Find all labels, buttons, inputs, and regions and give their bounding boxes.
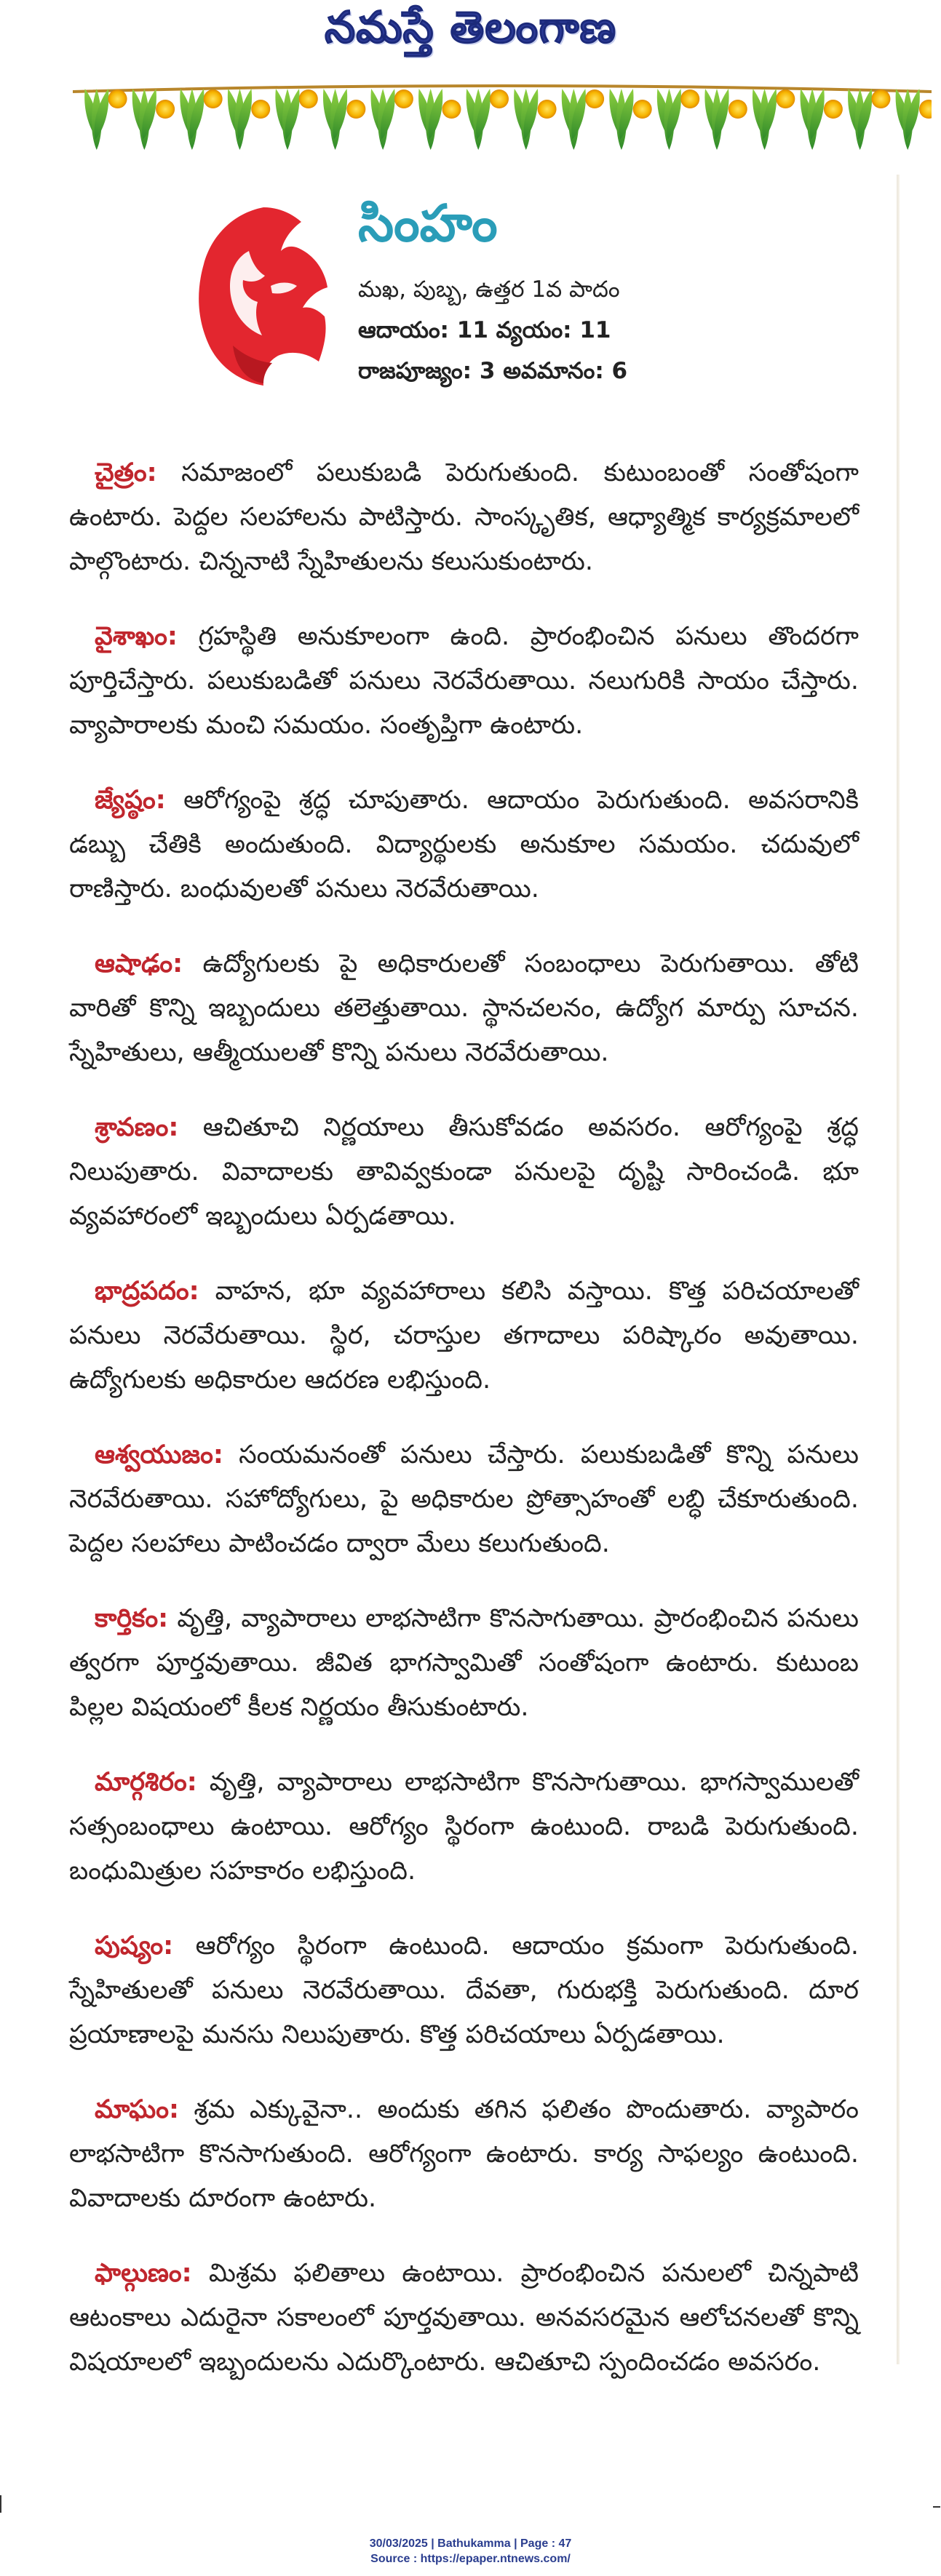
month-name: పుష్యం: (95, 1931, 174, 1961)
month-paragraph-ashadham (69, 942, 859, 1075)
newspaper-logo-title: నమస్తే తెలంగాణ (324, 2, 617, 53)
month-text: వృత్తి, వ్యాపారాలు లాభసాటిగా కొనసాగుతాయి. ప్రారంభించిన పనులు త్వరగా పూర్తవుతాయి. జీవిత భాగస్వామితో సంతోషంగా ఉంటారు. కుటుంబ పిల్లల విషయంలో కీలక నిర్ణయం తీసుకుంటారు. (69, 1604, 859, 1722)
month-paragraph-magham (69, 2088, 859, 2221)
zodiac-sign-title: సింహం (358, 194, 498, 253)
month-name: వైశాఖం: (95, 622, 178, 651)
month-paragraph-chaitram (69, 451, 859, 584)
marigold-flower-icon (346, 100, 365, 119)
month-text: సమాజంలో పలుకుబడి పెరుగుతుంది. కుటుంబంతో సంతోషంగా ఉంటారు. పెద్దల సలహాలను పాటిస్తారు. సాంస్కృతిక, ఆధ్యాత్మిక కార్యక్రమాలలో పాల్గొంటారు. చిన్ననాటి స్నేహితులను కలుసుకుంటారు. (69, 458, 859, 576)
masthead (0, 0, 941, 65)
marigold-flower-icon (204, 89, 223, 108)
month-paragraph-margasiram (69, 1760, 859, 1894)
page-crop-mark (933, 2506, 940, 2508)
right-margin-rule (897, 175, 900, 2364)
month-name: ఆశ్వయుజం: (95, 1440, 223, 1470)
month-name: ఆషాఢం: (95, 949, 183, 978)
footer-date-page: 30/03/2025 | Bathukamma | Page : 47 (369, 2537, 572, 2550)
page-crop-mark (0, 2495, 1, 2513)
month-paragraph-bhadrapadam (69, 1269, 859, 1403)
month-paragraph-jyeshtam (69, 778, 859, 912)
marigold-flower-icon (490, 89, 509, 108)
month-name: కార్తికం: (95, 1604, 169, 1633)
month-name: భాద్రపదం: (95, 1277, 199, 1306)
month-name: చైత్రం: (95, 458, 157, 487)
marigold-flower-icon (538, 100, 557, 119)
income-expense-info: ఆదాయం: 11 వ్యయం: 11 (358, 317, 611, 343)
marigold-flower-icon (728, 100, 747, 119)
monthly-predictions (69, 451, 859, 2415)
toran-garland-decoration (73, 67, 932, 169)
month-text: వృత్తి, వ్యాపారాలు లాభసాటిగా కొనసాగుతాయి. భాగస్వాములతో సత్సంబంధాలు ఉంటాయి. ఆరోగ్యం స్థిరంగా ఉంటుంది. రాబడి పెరుగుతుంది. బంధుమిత్రుల సహకారం లభిస్తుంది. (69, 1768, 859, 1886)
month-name: ఫాల్గుణం: (95, 2259, 192, 2288)
marigold-flower-icon (108, 89, 127, 108)
month-name: జ్యేష్ఠం: (95, 786, 166, 815)
marigold-flower-icon (871, 89, 890, 108)
marigold-flower-icon (251, 100, 270, 119)
month-text: సంయమనంతో పనులు చేస్తారు. పలుకుబడితో కొన్ని పనులు నెరవేరుతాయి. సహోద్యోగులు, పై అధికారుల ప్రోత్సాహంతో లబ్ధి చేకూరుతుంది. పెద్దల సలహాలు పాటించడం ద్వారా మేలు కలుగుతుంది. (69, 1440, 859, 1558)
month-name: మాఘం: (95, 2095, 179, 2124)
page-footer (0, 2536, 941, 2567)
month-text: వాహన, భూ వ్యవహారాలు కలిసి వస్తాయి. కొత్త పరిచయాలతో పనులు నెరవేరుతాయి. స్థిర, చరాస్తుల తగాదాలు పరిష్కారం అవుతాయి. ఉద్యోగులకు అధికారుల ఆదరణ లభిస్తుంది. (69, 1277, 859, 1395)
marigold-flower-icon (156, 100, 175, 119)
marigold-flower-icon (442, 100, 461, 119)
month-name: శ్రావణం: (95, 1113, 179, 1142)
month-text: ఆరోగ్యం స్థిరంగా ఉంటుంది. ఆదాయం క్రమంగా పెరుగుతుంది. స్నేహితులతో పనులు నెరవేరుతాయి. దేవతా, గురుభక్తి పెరుగుతుంది. దూర ప్రయాణాలపై మనసు నిలుపుతారు. కొత్త పరిచయాలు ఏర్పడతాయి. (69, 1931, 859, 2049)
month-paragraph-vaisakham (69, 615, 859, 748)
month-paragraph-aswayujam (69, 1433, 859, 1566)
month-paragraph-phalgunam (69, 2252, 859, 2385)
marigold-flower-icon (299, 89, 318, 108)
nakshatra-info: మఖ, పుబ్బ, ఉత్తర 1వ పాదం (358, 276, 620, 303)
month-paragraph-karthikam (69, 1597, 859, 1730)
marigold-flower-icon (394, 89, 413, 108)
honor-dishonor-info: రాజపూజ్యం: 3 అవమానం: 6 (358, 358, 628, 384)
marigold-flower-icon (776, 89, 795, 108)
lion-zodiac-icon (182, 200, 335, 389)
month-text: గ్రహస్థితి అనుకూలంగా ఉంది. ప్రారంభించిన పనులు తొందరగా పూర్తిచేస్తారు. పలుకుబడితో పనులు నెరవేరుతాయి. నలుగురికి సాయం చేస్తారు. వ్యాపారాలకు మంచి సమయం. సంతృప్తిగా ఉంటారు. (69, 622, 859, 740)
month-text: ఉద్యోగులకు పై అధికారులతో సంబంధాలు పెరుగుతాయి. తోటి వారితో కొన్ని ఇబ్బందులు తలెత్తుతాయి. స్థానచలనం, ఉద్యోగ మార్పు సూచన. స్నేహితులు, ఆత్మీయులతో కొన్ని పనులు నెరవేరుతాయి. (69, 949, 859, 1067)
month-text: ఆరోగ్యంపై శ్రద్ధ చూపుతారు. ఆదాయం పెరుగుతుంది. అవసరానికి డబ్బు చేతికి అందుతుంది. విద్యార్థులకు అనుకూల సమయం. చదువులో రాణిస్తారు. బంధువులతో పనులు నెరవేరుతాయి. (69, 786, 859, 904)
marigold-flower-icon (919, 100, 932, 119)
marigold-flower-icon (680, 89, 699, 108)
month-name: మార్గశిరం: (95, 1768, 197, 1797)
month-text: ఆచితూచి నిర్ణయాలు తీసుకోవడం అవసరం. ఆరోగ్యంపై శ్రద్ధ నిలుపుతారు. వివాదాలకు తావివ్వకుండా పనులపై దృష్టి సారించండి. భూ వ్యవహారంలో ఇబ్బందులు ఏర్పడతాయి. (69, 1113, 859, 1231)
month-paragraph-sravanam (69, 1106, 859, 1239)
month-text: మిశ్రమ ఫలితాలు ఉంటాయి. ప్రారంభించిన పనులలో చిన్నపాటి ఆటంకాలు ఎదురైనా సకాలంలో పూర్తవుతాయి. అనవసరమైన ఆలోచనలతో కొన్ని విషయాలలో ఇబ్బందులను ఎదుర్కొంటారు. ఆచితూచి స్పందించడం అవసరం. (69, 2259, 859, 2377)
marigold-flower-icon (633, 100, 652, 119)
marigold-flower-icon (824, 100, 843, 119)
footer-source-link[interactable]: Source : https://epaper.ntnews.com/ (370, 2553, 571, 2565)
month-paragraph-pushyam (69, 1924, 859, 2057)
marigold-flower-icon (585, 89, 604, 108)
month-text: శ్రమ ఎక్కువైనా.. అందుకు తగిన ఫలితం పొందుతారు. వ్యాపారం లాభసాటిగా కొనసాగుతుంది. ఆరోగ్యంగా ఉంటారు. కార్య సాఫల్యం ఉంటుంది. వివాదాలకు దూరంగా ఉంటారు. (69, 2095, 859, 2213)
